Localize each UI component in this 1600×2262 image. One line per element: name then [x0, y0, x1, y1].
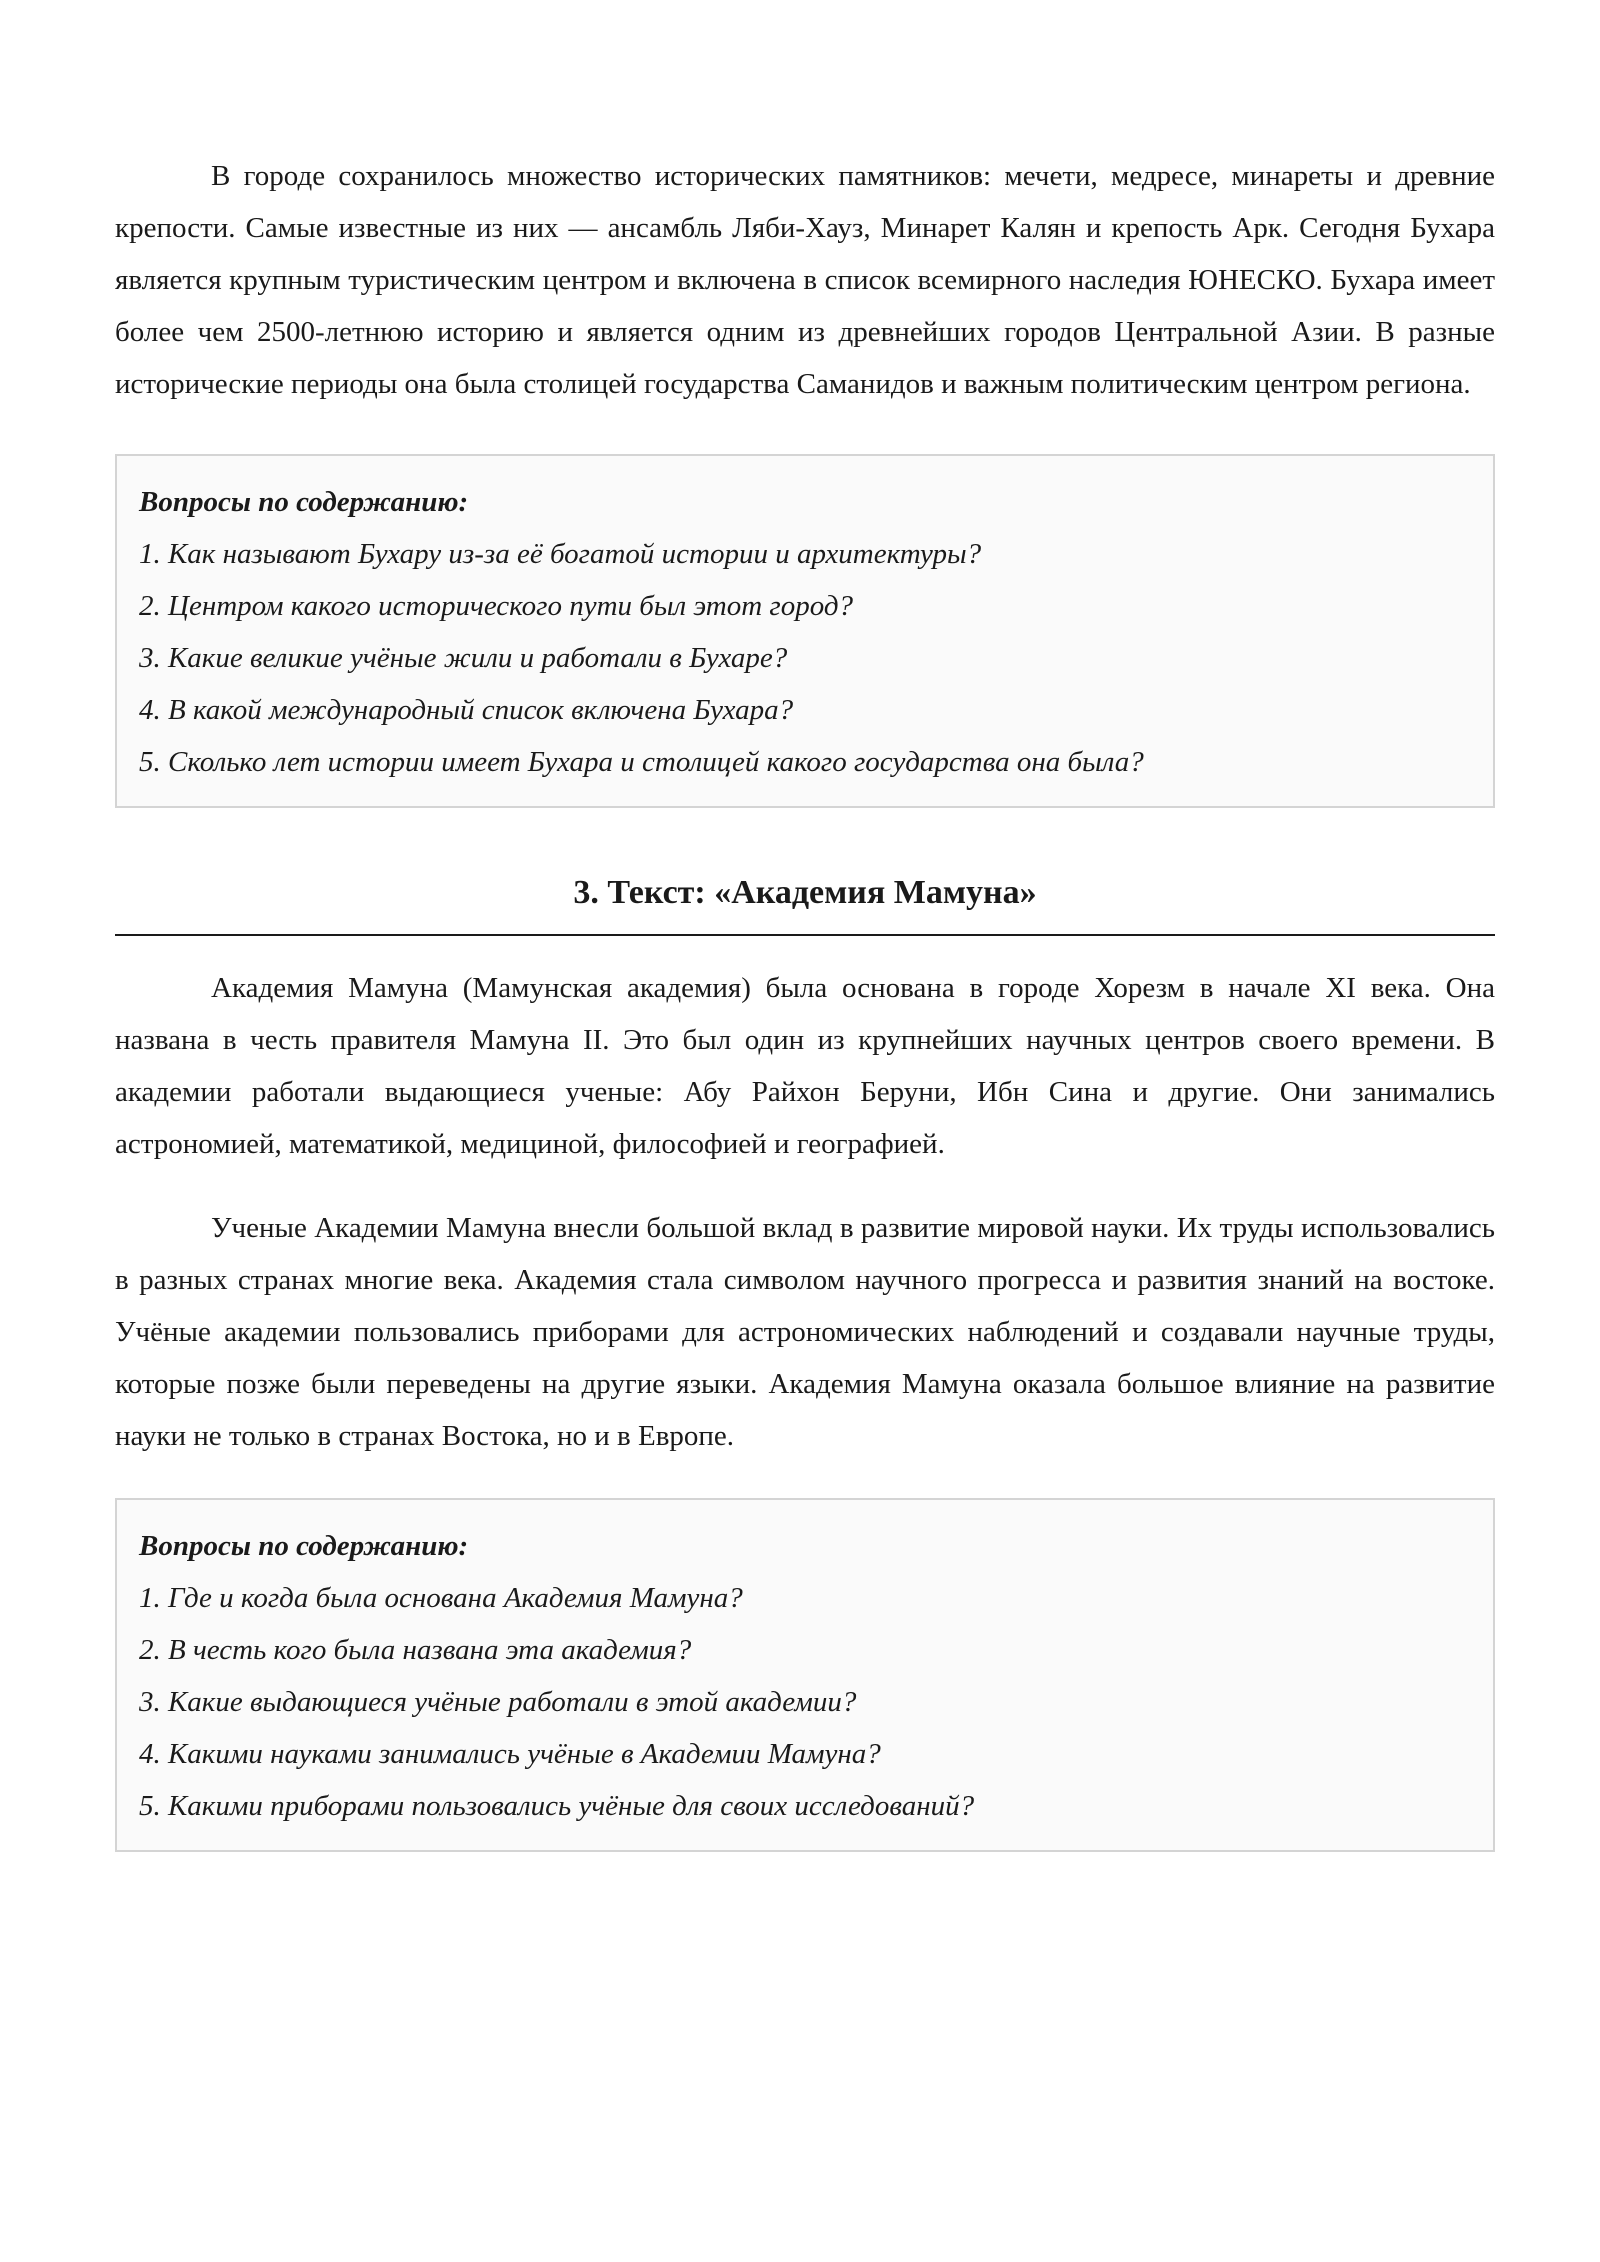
questions-title: Вопросы по содержанию: — [139, 1530, 469, 1562]
question-item: 4. В какой международный список включена Бухара? — [139, 694, 794, 726]
question-item: 3. Какие выдающиеся учёные работали в этой академии? — [139, 1686, 857, 1718]
question-item: 1. Где и когда была основана Академия Мамуна? — [139, 1582, 743, 1614]
document-page — [115, 150, 1495, 1852]
section-paragraph-1: Академия Мамуна (Мамунская академия) была основана в городе Хорезм в начале XI века. Она названа в честь правителя Мамуна II. Это был один из крупнейших научных центров своего времени. В академии работали выдающиеся ученые: Абу Райхон Беруни, Ибн Сина и другие. Они занимались астрономией, математикой, медициной, философией и географией. — [115, 972, 1495, 1160]
section-paragraph-2: Ученые Академии Мамуна внесли большой вклад в развитие мировой науки. Их труды использовались в разных странах многие века. Академия стала символом научного прогресса и развития знаний на востоке. Учёные академии пользовались приборами для астрономических наблюдений и создавали научные труды, которые позже были переведены на другие языки. Академия Мамуна оказала большое влияние на развитие науки не только в странах Востока, но и в Европе. — [115, 1212, 1495, 1452]
question-item: 2. Центром какого исторического пути был этот город? — [139, 590, 854, 622]
questions-title: Вопросы по содержанию: — [139, 486, 469, 518]
question-item: 4. Какими науками занимались учёные в Академии Мамуна? — [139, 1738, 881, 1770]
questions-box-1 — [115, 454, 1495, 808]
question-item: 5. Какими приборами пользовались учёные для своих исследований? — [139, 1790, 975, 1822]
question-item: 5. Сколько лет истории имеет Бухара и столицей какого государства она была? — [139, 746, 1144, 778]
questions-box-2 — [115, 1498, 1495, 1852]
question-item: 3. Какие великие учёные жили и работали в Бухаре? — [139, 642, 788, 674]
section-heading: 3. Текст: «Академия Мамуна» — [115, 870, 1495, 936]
question-item: 2. В честь кого была названа эта академия? — [139, 1634, 692, 1666]
intro-paragraph: В городе сохранилось множество исторических памятников: мечети, медресе, минареты и древние крепости. Самые известные из них — ансамбль Ляби-Хауз, Минарет Калян и крепость Арк. Сегодня Бухара является крупным туристическим центром и включена в список всемирного наследия ЮНЕСКО. Бухара имеет более чем 2500-летнюю историю и является одним из древнейших городов Центральной Азии. В разные исторические периоды она была столицей государства Саманидов и важным политическим центром региона. — [115, 160, 1495, 400]
question-item: 1. Как называют Бухару из-за её богатой истории и архитектуры? — [139, 538, 982, 570]
